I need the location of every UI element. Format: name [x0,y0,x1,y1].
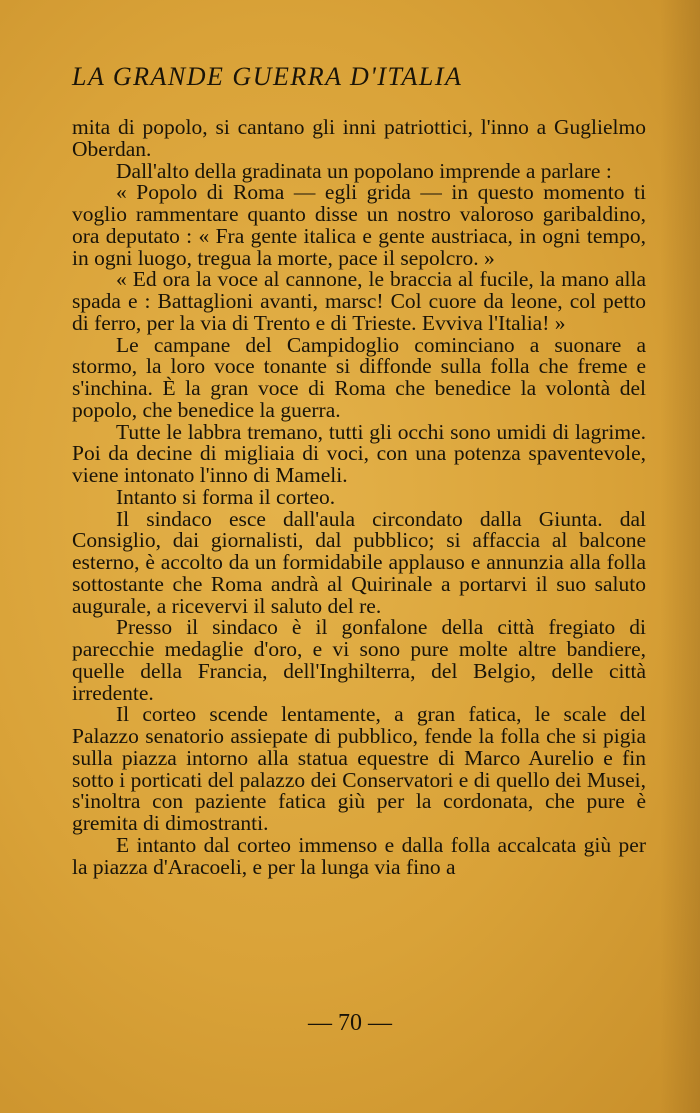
paragraph: Il corteo scende lentamente, a gran fatica, le scale del Palazzo senatorio assiepate di pubblico, fende la folla che si pigia sulla piazza intorno alla statua equestre di Marco Aurelio e fin sotto i porticati del palazzo dei Conservatori e di quello dei Musei, s'inoltra con paziente fatica giù per la cordonata, che pure è gremita di dimostranti. [72,702,646,835]
paragraph: Tutte le labbra tremano, tutti gli occhi sono umidi di lagrime. Poi da decine di migliaia di voci, con una potenza spaventevole, viene intonato l'inno di Mameli. [72,419,646,487]
paragraph: Dall'alto della gradinata un popolano imprende a parlare : [116,158,612,183]
paragraph: « Ed ora la voce al cannone, le braccia al fucile, la mano alla spada e : Battaglioni avanti, marsc! Col cuore da leone, col petto di ferro, per la via di Trento e di Trieste. Evviva l'Italia! » [72,267,646,335]
running-header: LA GRANDE GUERRA D'ITALIA [72,62,463,91]
paragraph: Intanto si forma il corteo. [116,484,336,509]
body-text [72,117,646,878]
paragraph: « Popolo di Roma — egli grida — in questo momento ti voglio rammentare quanto disse un nostro valoroso garibaldino, ora deputato : « Fra gente italica e gente austriaca, in ogni tempo, in ogni luogo, tregua la morte, pace il sepolcro. » [72,180,646,270]
page-number: — 70 — [308,1010,392,1036]
paragraph: mita di popolo, si cantano gli inni patriottici, l'inno a Guglielmo Oberdan. [72,115,646,161]
paragraph: Presso il sindaco è il gonfalone della città fregiato di parecchie medaglie d'oro, e vi sono pure molte altre bandiere, quelle della Francia, dell'Inghilterra, del Belgio, delle città irredente. [72,615,646,705]
paragraph: E intanto dal corteo immenso e dalla folla accalcata giù per la piazza d'Aracoeli, e per la lunga via fino a [72,832,646,879]
paragraph: Il sindaco esce dall'aula circondato dalla Giunta. dal Consiglio, dai giornalisti, dal pubblico; si affaccia al balcone esterno, è accolto da un formidabile applauso e annunzia alla folla sottostante che Roma andrà al Quirinale a portarvi il suo saluto augurale, a ricevervi il saluto del re. [72,506,646,618]
page-edge-shadow [660,0,700,1113]
paragraph: Le campane del Campidoglio cominciano a suonare a stormo, la loro voce tonante si diffonde sulla folla che freme e s'inchina. È la gran voce di Roma che benedice la volontà del popolo, che benedice la guerra. [72,332,646,422]
